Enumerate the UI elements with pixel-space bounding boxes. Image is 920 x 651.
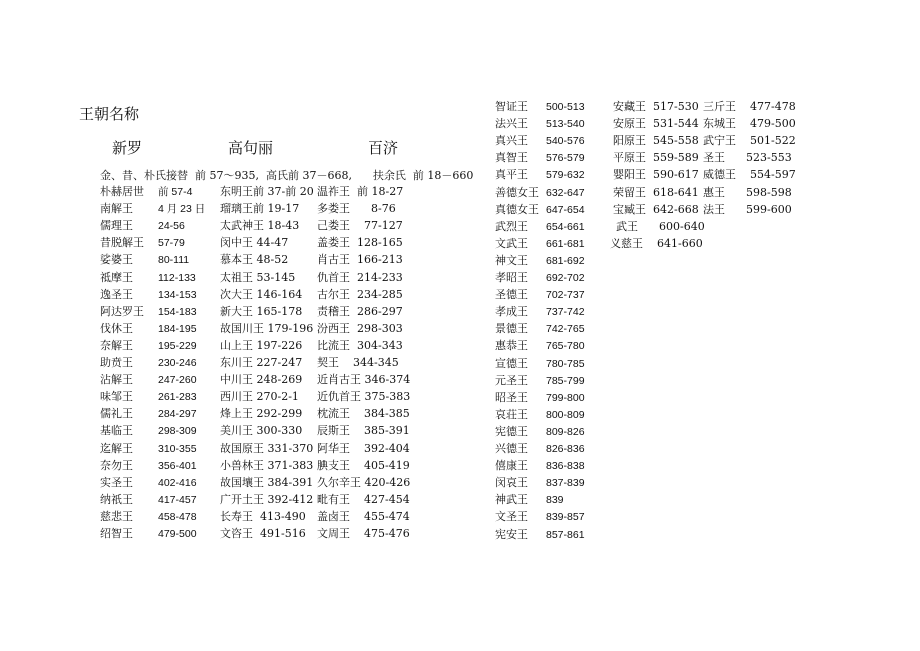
- silla-later-name: 兴德王: [495, 442, 528, 455]
- silla-king-years: 298-309: [158, 425, 197, 437]
- silla-king-years: 284-297: [158, 408, 197, 420]
- silla-king-years: 4 月 23 日: [158, 203, 206, 215]
- goguryeo-later-item: 义慈王 641-660: [610, 237, 703, 250]
- silla-later-name: 真德女王: [495, 203, 539, 216]
- silla-later-name: 孝成王: [495, 305, 528, 318]
- silla-king-years: 134-153: [158, 289, 197, 301]
- goguryeo-king: 故国川王 179-196: [220, 322, 314, 335]
- silla-later-name: 惠恭王: [495, 339, 528, 352]
- goguryeo-king: 西川王 270-2-1: [220, 390, 299, 403]
- silla-king-name: 纳祇王: [100, 493, 133, 506]
- silla-later-name: 闵哀王: [495, 476, 528, 489]
- silla-later-years: 826-836: [546, 443, 585, 455]
- silla-later-name: 善德女王: [495, 186, 539, 199]
- silla-king-name: 奈勿王: [100, 459, 133, 472]
- baekje-king: 久尔辛王 420-426: [317, 476, 411, 489]
- goguryeo-king: 慕本王 48-52: [220, 253, 289, 266]
- silla-king-name: 迄解王: [100, 442, 133, 455]
- goguryeo-king: 东川王 227-247: [220, 356, 303, 369]
- silla-later-years: 737-742: [546, 306, 585, 318]
- silla-king-name: 奈解王: [100, 339, 133, 352]
- silla-later-name: 宪安王: [495, 528, 528, 541]
- baekje-king: 枕流王 384-385: [317, 407, 410, 420]
- silla-later-name: 僖康王: [495, 459, 528, 472]
- silla-king-name: 儒理王: [100, 219, 133, 232]
- silla-later-name: 景德王: [495, 322, 528, 335]
- silla-later-name: 宪德王: [495, 425, 528, 438]
- baekje-later-item: 威德王 554-597: [703, 168, 796, 181]
- silla-king-name: 沾解王: [100, 373, 133, 386]
- silla-king-years: 57-79: [158, 237, 185, 249]
- baekje-king: 多娄王 8-76: [317, 202, 396, 215]
- goguryeo-king: 新大王 165-178: [220, 305, 303, 318]
- silla-later-name: 文武王: [495, 237, 528, 250]
- silla-later-years: 742-765: [546, 323, 585, 335]
- silla-later-name: 武烈王: [495, 220, 528, 233]
- silla-king-name: 助贲王: [100, 356, 133, 369]
- baekje-later-item: 东城王 479-500: [703, 117, 796, 130]
- goguryeo-king: 中川王 248-269: [220, 373, 303, 386]
- silla-later-years: 540-576: [546, 135, 585, 147]
- goguryeo-later-item: 阳原王 545-558: [613, 134, 699, 147]
- baekje-king: 肖古王 166-213: [317, 253, 403, 266]
- silla-later-name: 孝昭王: [495, 271, 528, 284]
- goguryeo-king: 烽上王 292-299: [220, 407, 303, 420]
- kingdom-goguryeo: 高句丽: [228, 139, 274, 157]
- silla-later-years: 632-647: [546, 187, 585, 199]
- silla-king-years: 前 57-4: [158, 186, 193, 198]
- silla-later-name: 哀荘王: [495, 408, 528, 421]
- silla-later-name: 真兴王: [495, 134, 528, 147]
- baekje-king: 契王 344-345: [317, 356, 399, 369]
- baekje-king: 文周王 475-476: [317, 527, 410, 540]
- silla-king-years: 184-195: [158, 323, 197, 335]
- silla-later-name: 宣德王: [495, 357, 528, 370]
- silla-king-years: 24-56: [158, 220, 185, 232]
- silla-later-name: 法兴王: [495, 117, 528, 130]
- baekje-king: 责稽王 286-297: [317, 305, 403, 318]
- silla-later-years: 765-780: [546, 340, 585, 352]
- goguryeo-later-item: 荣留王 618-641: [613, 186, 699, 199]
- goguryeo-king: 文咨王 491-516: [220, 527, 306, 540]
- goguryeo-king: 故国原王 331-370: [220, 442, 314, 455]
- page-title: 王朝名称: [79, 105, 140, 123]
- silla-king-name: 味邹王: [100, 390, 133, 403]
- silla-king-years: 402-416: [158, 477, 197, 489]
- goguryeo-later-item: 婴阳王 590-617: [613, 168, 699, 181]
- goguryeo-later-item: 武王 600-640: [616, 220, 705, 233]
- goguryeo-king: 长寿王 413-490: [220, 510, 306, 523]
- silla-king-name: 逸圣王: [100, 288, 133, 301]
- silla-king-years: 247-260: [158, 374, 197, 386]
- silla-later-name: 圣德王: [495, 288, 528, 301]
- baekje-king: 盖娄王 128-165: [317, 236, 403, 249]
- baekje-king: 辰斯王 385-391: [317, 424, 410, 437]
- silla-king-name: 朴赫居世: [100, 185, 144, 198]
- silla-king-name: 昔脱解王: [100, 236, 144, 249]
- baekje-later-item: 三斤王 477-478: [703, 100, 796, 113]
- goguryeo-king: 美川王 300-330: [220, 424, 303, 437]
- silla-king-name: 儒礼王: [100, 407, 133, 420]
- silla-king-name: 南解王: [100, 202, 133, 215]
- silla-later-years: 681-692: [546, 255, 585, 267]
- silla-later-years: 799-800: [546, 392, 585, 404]
- silla-later-years: 654-661: [546, 221, 585, 233]
- baekje-king: 己娄王 77-127: [317, 219, 403, 232]
- baekje-king: 温祚王 前 18-27: [317, 185, 404, 198]
- goguryeo-king: 太武神王 18-43: [220, 219, 300, 232]
- silla-later-years: 857-861: [546, 529, 585, 541]
- baekje-king: 阿华王 392-404: [317, 442, 410, 455]
- silla-king-years: 230-246: [158, 357, 197, 369]
- goguryeo-later-item: 安原王 531-544: [613, 117, 699, 130]
- silla-king-name: 阿达罗王: [100, 305, 144, 318]
- baekje-king: 近仇首王 375-383: [317, 390, 411, 403]
- baekje-king: 毗有王 427-454: [317, 493, 410, 506]
- goguryeo-king: 故国壤王 384-391: [220, 476, 314, 489]
- kingdom-baekje: 百济: [368, 139, 399, 157]
- silla-later-years: 661-681: [546, 238, 585, 250]
- baekje-king: 汾西王 298-303: [317, 322, 403, 335]
- silla-king-years: 479-500: [158, 528, 197, 540]
- silla-later-years: 579-632: [546, 169, 585, 181]
- silla-king-years: 154-183: [158, 306, 197, 318]
- silla-later-years: 702-737: [546, 289, 585, 301]
- baekje-king: 腆支王 405-419: [317, 459, 410, 472]
- kingdom-silla: 新罗: [112, 139, 143, 157]
- goguryeo-later-item: 安藏王 517-530: [613, 100, 699, 113]
- silla-king-years: 458-478: [158, 511, 197, 523]
- silla-later-years: 785-799: [546, 375, 585, 387]
- goguryeo-king: 东明王前 37-前 20: [220, 185, 314, 198]
- baekje-king: 仇首王 214-233: [317, 271, 403, 284]
- silla-later-years: 647-654: [546, 204, 585, 216]
- silla-later-years: 513-540: [546, 118, 585, 130]
- baekje-later-item: 法王 599-600: [703, 203, 792, 216]
- silla-later-years: 500-513: [546, 101, 585, 113]
- goguryeo-king: 小兽林王 371-383: [220, 459, 314, 472]
- silla-king-years: 80-111: [158, 254, 190, 266]
- silla-later-name: 真平王: [495, 168, 528, 181]
- subtitle-line: 金、昔、朴氏接替 前 57～935, 高氏前 37－668, 扶余氏 前 18－660: [100, 169, 474, 182]
- silla-later-name: 昭圣王: [495, 391, 528, 404]
- silla-later-name: 元圣王: [495, 374, 528, 387]
- silla-later-years: 839-857: [546, 511, 585, 523]
- silla-later-years: 692-702: [546, 272, 585, 284]
- silla-king-years: 261-283: [158, 391, 197, 403]
- silla-later-name: 神武王: [495, 493, 528, 506]
- goguryeo-king: 山上王 197-226: [220, 339, 303, 352]
- silla-king-years: 356-401: [158, 460, 197, 472]
- silla-later-years: 809-826: [546, 426, 585, 438]
- silla-later-years: 780-785: [546, 358, 585, 370]
- goguryeo-king: 闵中王 44-47: [220, 236, 289, 249]
- silla-king-years: 112-133: [158, 272, 196, 284]
- silla-king-name: 实圣王: [100, 476, 133, 489]
- silla-king-years: 310-355: [158, 443, 197, 455]
- silla-king-years: 417-457: [158, 494, 197, 506]
- baekje-king: 近肖古王 346-374: [317, 373, 411, 386]
- silla-king-name: 绍智王: [100, 527, 133, 540]
- goguryeo-king: 瑠璃王前 19-17: [220, 202, 300, 215]
- silla-later-name: 文圣王: [495, 510, 528, 523]
- silla-later-years: 576-579: [546, 152, 585, 164]
- silla-king-name: 祗摩王: [100, 271, 133, 284]
- baekje-later-item: 惠王 598-598: [703, 186, 792, 199]
- goguryeo-later-item: 宝臧王 642-668: [613, 203, 699, 216]
- silla-later-years: 837-839: [546, 477, 585, 489]
- baekje-king: 比流王 304-343: [317, 339, 403, 352]
- baekje-king: 盖卤王 455-474: [317, 510, 410, 523]
- goguryeo-later-item: 平原王 559-589: [613, 151, 699, 164]
- goguryeo-king: 广开土王 392-412: [220, 493, 314, 506]
- baekje-later-item: 圣王 523-553: [703, 151, 792, 164]
- silla-later-name: 真智王: [495, 151, 528, 164]
- goguryeo-king: 次大王 146-164: [220, 288, 303, 301]
- silla-later-years: 800-809: [546, 409, 585, 421]
- silla-king-name: 娑婆王: [100, 253, 133, 266]
- baekje-king: 古尔王 234-285: [317, 288, 403, 301]
- silla-later-name: 神文王: [495, 254, 528, 267]
- goguryeo-king: 太祖王 53-145: [220, 271, 296, 284]
- silla-king-years: 195-229: [158, 340, 197, 352]
- silla-later-years: 839: [546, 494, 564, 506]
- baekje-later-item: 武宁王 501-522: [703, 134, 796, 147]
- silla-king-name: 伐休王: [100, 322, 133, 335]
- silla-later-name: 智证王: [495, 100, 528, 113]
- silla-king-name: 基临王: [100, 424, 133, 437]
- silla-king-name: 慈悲王: [100, 510, 133, 523]
- silla-later-years: 836-838: [546, 460, 585, 472]
